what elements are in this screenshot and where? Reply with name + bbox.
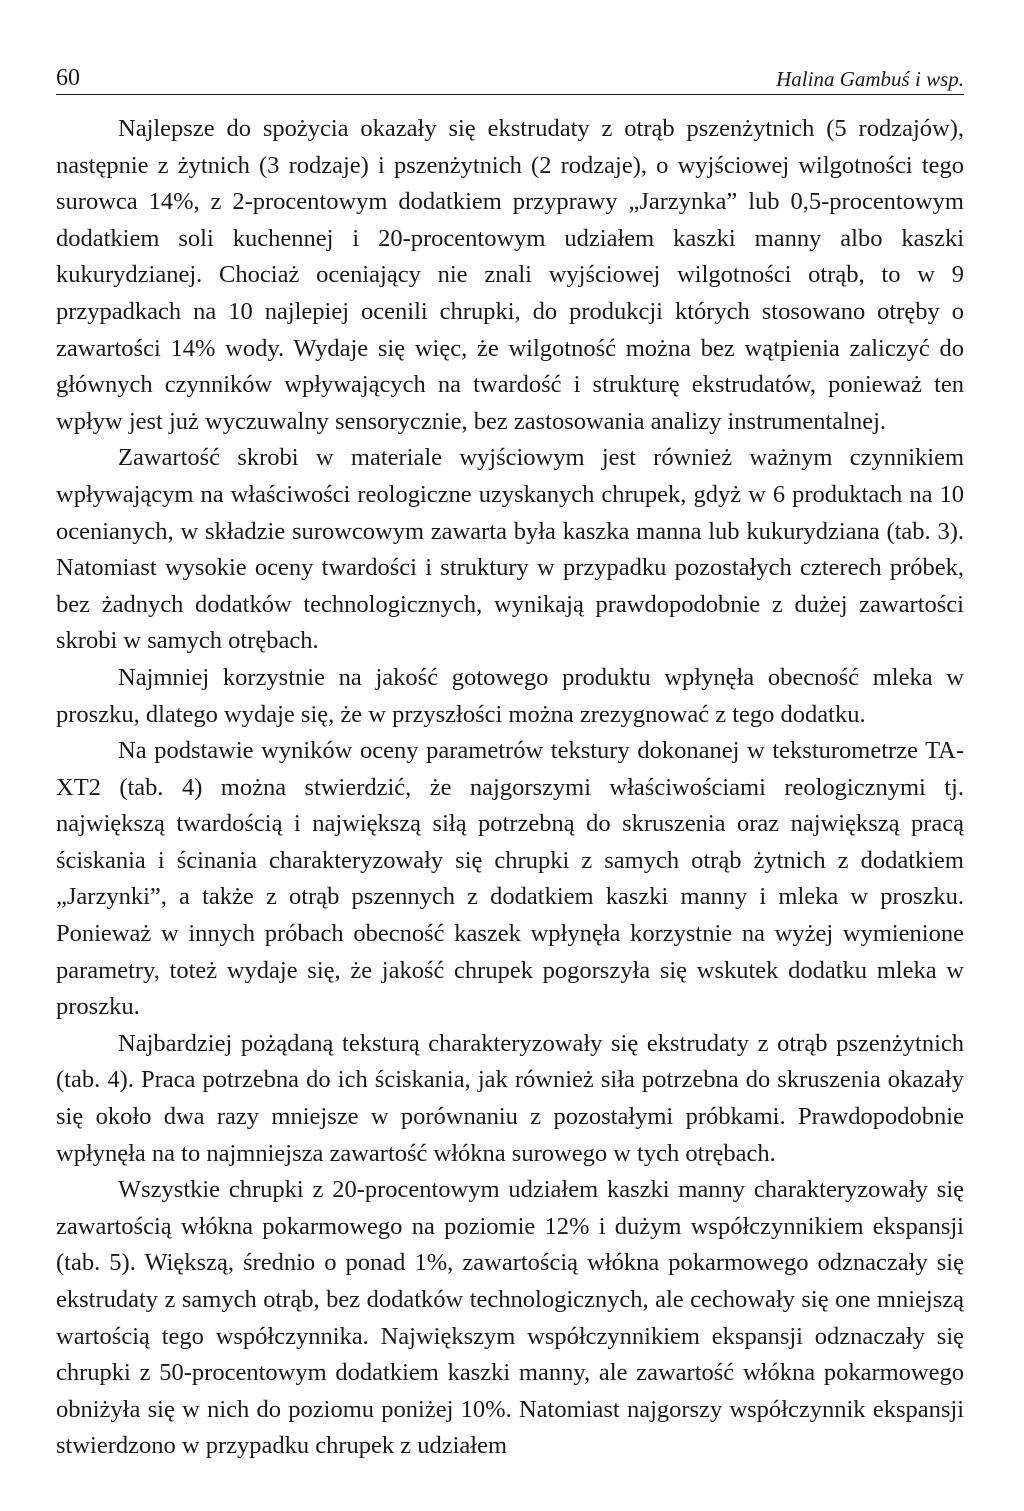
running-author: Halina Gambuś i wsp. xyxy=(776,67,964,91)
paragraph: Najbardziej pożądaną teksturą charakteryzowały się ekstrudaty z otrąb pszenżytnich (tab. 4). Praca potrzebna do ich ściskania, jak również siła potrzebna do skruszenia okazały się około dwa razy mniejsze w porównaniu z pozostałymi próbkami. Prawdopodobnie wpłynęła na to najmniejsza zawartość włókna surowego w tych otrębach. xyxy=(56,1029,964,1167)
running-header xyxy=(56,64,964,95)
paragraph: Zawartość skrobi w materiale wyjściowym jest również ważnym czynnikiem wpływającym na właściwości reologiczne uzyskanych chrupek, gdyż w 6 produktach na 10 ocenianych, w składzie surowcowym zawarta była kaszka manna lub kukurydziana (tab. 3). Natomiast wysokie oceny twardości i struktury w przypadku pozostałych czterech próbek, bez żadnych dodatków technologicznych, wynikają prawdopodobnie z dużej zawartości skrobi w samych otrębach. xyxy=(56,444,964,655)
paragraph: Na podstawie wyników oceny parametrów tekstury dokonanej w teksturometrze TA-XT2 (tab. 4) można stwierdzić, że najgorszymi właściwościami reologicznymi tj. największą twardością i największą siłą potrzebną do skruszenia oraz największą pracą ściskania i ścinania charakteryzowały się chrupki z samych otrąb żytnich z dodatkiem „Jarzynki”, a także z otrąb pszennych z dodatkiem kaszki manny i mleka w proszku. Ponieważ w innych próbach obecność kaszek wpłynęła korzystnie na wyżej wymienione parametry, toteż wydaje się, że jakość chrupek pogorszyła się wskutek dodatku mleka w proszku. xyxy=(56,737,964,1021)
page-number: 60 xyxy=(56,65,80,91)
paragraph: Najmniej korzystnie na jakość gotowego produktu wpłynęła obecność mleka w proszku, dlatego wydaje się, że w przyszłości można zrezygnować z tego dodatku. xyxy=(56,663,964,728)
paragraph: Najlepsze do spożycia okazały się ekstrudaty z otrąb pszenżytnich (5 rodzajów), następnie z żytnich (3 rodzaje) i pszenżytnich (2 rodzaje), o wyjściowej wilgotności tego surowca 14%, z 2-procentowym dodatkiem przyprawy „Jarzynka” lub 0,5-procentowym dodatkiem soli kuchennej i 20-procentowym udziałem kaszki manny albo kaszki kukurydzianej. Chociaż oceniający nie znali wyjściowej wilgotności otrąb, to w 9 przypadkach na 10 najlepiej ocenili chrupki, do produkcji których stosowano otręby o zawartości 14% wody. Wydaje się więc, że wilgotność można bez wątpienia zaliczyć do głównych czynników wpływających na twardość i strukturę ekstrudatów, ponieważ ten wpływ jest już wyczuwalny sensorycznie, bez zastosowania analizy instrumentalnej. xyxy=(56,115,964,435)
paragraph: Wszystkie chrupki z 20-procentowym udziałem kaszki manny charakteryzowały się zawartością włókna pokarmowego na poziomie 12% i dużym współczynnikiem ekspansji (tab. 5). Większą, średnio o ponad 1%, zawartością włókna pokarmowego odznaczały się ekstrudaty z samych otrąb, bez dodatków technologicznych, ale cechowały się one mniejszą wartością tego współczynnika. Największym współczynnikiem ekspansji odznaczały się chrupki z 50-procentowym dodatkiem kaszki manny, ale zawartość włókna pokarmowego obniżyła się w nich do poziomu poniżej 10%. Natomiast najgorszy współczynnik ekspansji stwierdzono w przypadku chrupek z udziałem xyxy=(56,1176,964,1460)
body-text xyxy=(56,111,964,1465)
